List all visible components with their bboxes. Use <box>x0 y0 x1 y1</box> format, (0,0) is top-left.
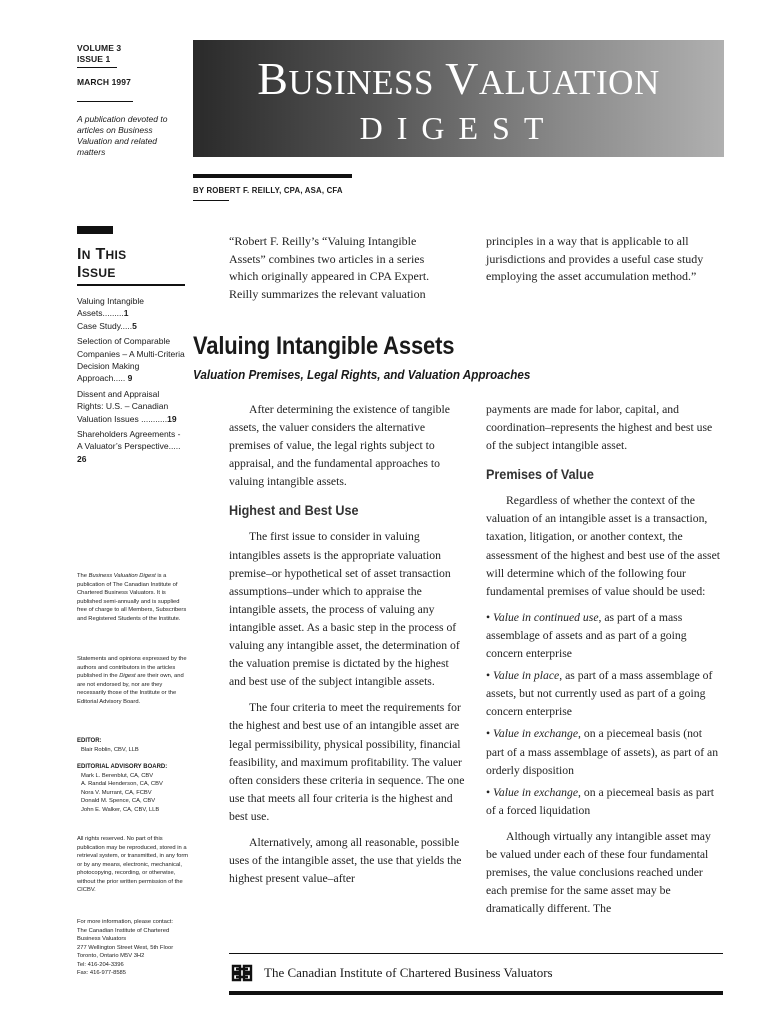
paragraph: The four criteria to meet the requirements for the highest and best use of an intangible asset are legal permissibility, physical possibility, financial feasibility, and maximum profitability. The valuer often considers these criteria in sequence. The one use that meets all four criteria is the highest and best use. <box>229 701 465 823</box>
list-item: • Value in exchange, on a piecemeal basis as part of a forced liquidation <box>486 785 715 817</box>
masthead-title: BUSINESS VALUATION <box>257 53 660 104</box>
article-subtitle: Valuation Premises, Legal Rights, and Valuation Approaches <box>193 367 531 382</box>
table-of-contents <box>77 295 185 468</box>
article-column-left <box>229 401 467 896</box>
article-title: Valuing Intangible Assets <box>193 332 455 360</box>
masthead-subtitle: DIGEST <box>359 110 558 146</box>
colophon-contact: For more information, please contact: The Canadian Institute of Chartered Business Valuators 277 Wellington Street West, 5th Floor Toronto, Ontario M5V 3H2 Tel: 416-204-3396 Fax: 416-977-8585 <box>77 919 174 976</box>
paragraph: The first issue to consider in valuing intangibles assets is the appropriate valuation premise–or hypothetical set of asset transaction assumptions–under which to appraise the intangible assets, the process of valuing any intangible asset. As a basic step in the process of valuing any intangible asset, the determination of the valuation premise is dictated by the highest and best use of the subject intangible assets. <box>229 530 460 689</box>
paragraph: Regardless of whether the context of the valuation of an intangible asset is a transaction, taxation, litigation, or another context, the assessment of the highest and best use of the asset will determine which of the following four fundamental premises of value should be used: <box>486 494 721 598</box>
colophon-rights: All rights reserved. No part of this publication may be reproduced, stored in a retrieval system, or transmitted, in any form or by any means, electronic, mechanical, photocopying, recording, or otherwise, without the prior written permission of the CICBV. <box>77 836 189 893</box>
paragraph: After determining the existence of tangible assets, the valuer considers the alternative premises of value, the legal rights subject to appraisal, and the fundamental approaches to valuing intangible assets. <box>229 403 450 489</box>
colophon-editor: EDITOR: Blair Roblin, CBV, LLB <box>77 738 139 753</box>
intro-quote-right: principles in a way that is applicable to all jurisdictions and provides a useful case study employing the asset accumulation method.” <box>486 234 704 284</box>
colophon-publication: The Business Valuation Digest is a publication of The Canadian Institute of Chartered Business Valuators. It is published semi-annually and is supplied free of charge to all Members, Subscribers and Registered Students of the Institute. <box>77 573 187 622</box>
volume-label: VOLUME 3 <box>77 43 122 53</box>
colophon-disclaimer: Statements and opinions expressed by the authors and contributors in the articles published in the Digest are their own, and are not endorsed by, nor are they necessarily those of the Institute or the Editorial Advisory Board. <box>77 656 187 705</box>
publication-tagline: A publication devoted to articles on Business Valuation and related matters <box>77 114 168 157</box>
toc-accent-bar <box>77 226 113 234</box>
meta-divider <box>77 67 117 68</box>
toc-entry[interactable]: Selection of Comparable Companies – A Multi-Criteria Decision Making Approach..... 9 <box>77 336 185 384</box>
toc-entry[interactable]: Case Study.....5 <box>77 320 137 331</box>
footer-organization: The Canadian Institute of Chartered Business Valuators <box>264 965 553 980</box>
meta-divider <box>77 101 133 102</box>
toc-divider <box>77 284 185 286</box>
byline-divider <box>193 200 229 201</box>
cicbv-logo-icon <box>231 963 253 983</box>
issue-label: ISSUE 1 <box>77 54 111 64</box>
colophon-board: EDITORIAL ADVISORY BOARD: Mark L. Berenblut, CA, CBV A. Randal Henderson, CA, CBV Nora V. Murrant, CA, FCBV Donald M. Spence, CA, CBV John E. Walker, CA, CBV, LLB <box>77 764 168 813</box>
footer-divider <box>229 953 723 954</box>
author-byline: BY ROBERT F. REILLY, CPA, ASA, CFA <box>193 186 343 195</box>
issue-date: MARCH 1997 <box>77 77 131 87</box>
section-heading: Premises of Value <box>486 466 594 483</box>
toc-heading: IN THIS ISSUE <box>77 246 127 281</box>
list-item: • Value in exchange, on a piecemeal basis (not part of a mass assemblage of assets), as part of an orderly disposition <box>486 727 719 777</box>
list-item: • Value in place, as part of a mass assemblage of assets, but not currently used as part of a going concern enterprise <box>486 669 713 719</box>
paragraph: Although virtually any intangible asset may be valued under each of these four fundamental premises, the value conclusions reached under each premise for the same asset may be dramatically different. The <box>486 829 711 916</box>
article-column-right <box>486 401 722 926</box>
paragraph: payments are made for labor, capital, and coordination–represents the highest and best use of the subject intangible asset. <box>486 403 713 453</box>
section-heading: Highest and Best Use <box>229 502 359 519</box>
footer-bar <box>229 991 723 995</box>
toc-entry[interactable]: Valuing Intangible Assets.........1 <box>77 296 144 319</box>
intro-quote-left: “Robert F. Reilly’s “Valuing Intangible Assets” combines two articles in a series which originally appeared in CPA Expert. Reilly summarizes the relevant valuation <box>229 234 430 301</box>
toc-entry[interactable]: Shareholders Agreements - A Valuator’s Perspective..... 26 <box>77 429 181 464</box>
masthead-banner <box>193 40 724 157</box>
paragraph: Alternatively, among all reasonable, possible uses of the intangible asset, the use that yields the highest present value–after <box>229 835 462 886</box>
toc-entry[interactable]: Dissent and Appraisal Rights: U.S. – Canadian Valuation Issues ...........19 <box>77 388 177 424</box>
byline-bar <box>193 174 352 178</box>
list-item: • Value in continued use, as part of a mass assemblage of assets and as part of a going concern enterprise <box>486 610 687 661</box>
